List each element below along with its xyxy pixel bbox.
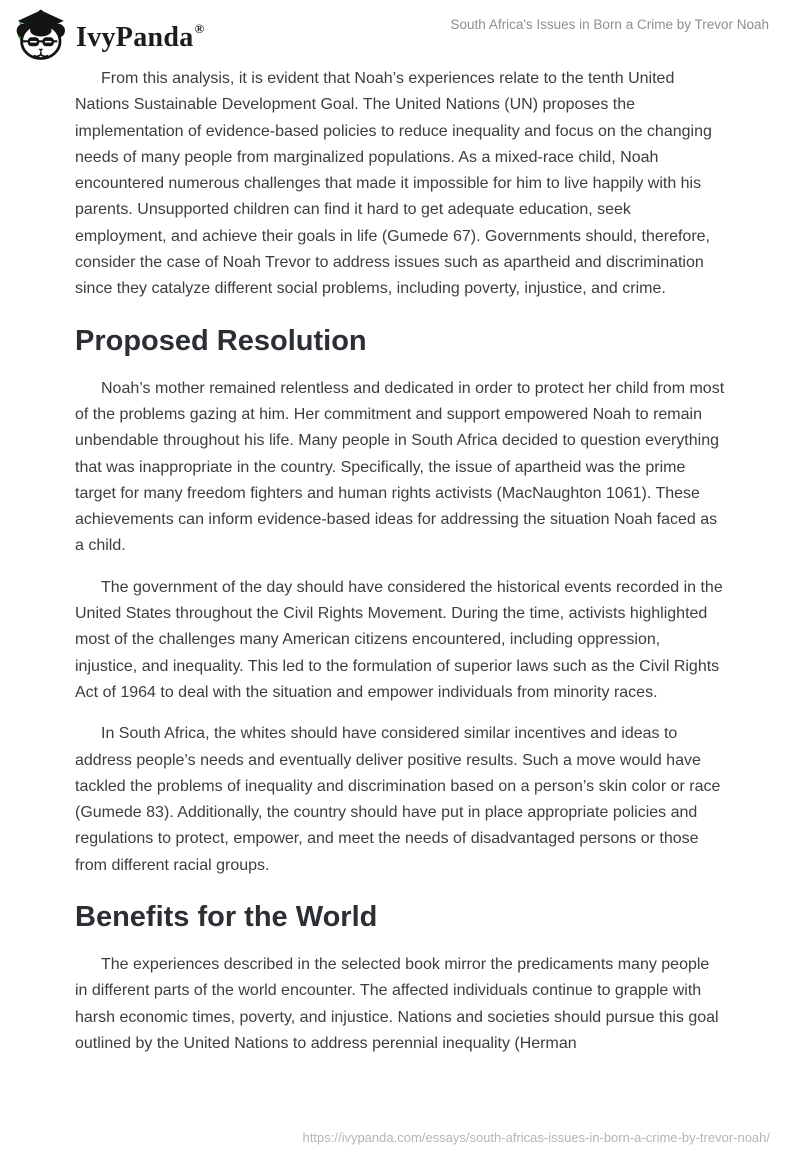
document-title: South Africa's Issues in Born a Crime by Trevor Noah: [450, 17, 769, 32]
paragraph: The government of the day should have considered the historical events recorded in the United States throughout the Civil Rights Movement. During the time, activists highlighted most of the challenges many American citizens encountered, including oppression, injustice, and inequality. This led to the formulation of superior laws such as the Civil Rights Act of 1964 to deal with the situation and empower individuals from minority races.: [75, 578, 723, 701]
ivypanda-panda-graduation-logo-icon: [13, 6, 67, 62]
paragraph: Noah’s mother remained relentless and dedicated in order to protect her child from most of the problems gazing at him. Her commitment and support empowered Noah to remain unbendable throughout his life. Many people in South Africa decided to question everything that was inappropriate in the country. Specifically, the issue of apartheid was the prime target for many freedom fighters and human rights activists (MacNaughton 1061). These achievements can inform evidence-based ideas for addressing the situation Noah faced as a child.: [75, 379, 725, 555]
essay-content: [75, 66, 725, 1057]
paragraph: The experiences described in the selected book mirror the predicaments many people in different parts of the world encounter. The affected individuals continue to grapple with harsh economic times, poverty, and injustice. Nations and societies should pursue this goal outlined by the United Nations to address perennial inequality (Herman: [75, 956, 719, 1052]
registered-trademark: ®: [194, 21, 205, 36]
section-heading: Proposed Resolution: [75, 324, 367, 357]
paragraph: From this analysis, it is evident that Noah’s experiences relate to the tenth United Nations Sustainable Development Goal. The United Nations (UN) proposes the implementation of evidence-based policies to reduce inequality and focus on the changing needs of many people from marginalized populations. As a mixed-race child, Noah encountered numerous challenges that made it impossible for him to live happily with his parents. Unsupported children can find it hard to get adequate education, seek employment, and achieve their goals in life (Gumede 67). Governments should, therefore, consider the case of Noah Trevor to address issues such as apartheid and discrimination since they catalyze different social problems, including poverty, injustice, and crime.: [75, 70, 712, 298]
source-url-link[interactable]: https://ivypanda.com/essays/south-africas-issues-in-born-a-crime-by-trevor-noah/: [302, 1130, 770, 1145]
paragraph: In South Africa, the whites should have considered similar incentives and ideas to address people’s needs and eventually deliver positive results. Such a move would have tackled the problems of inequality and discrimination based on a person’s skin color or race (Gumede 83). Additionally, the country should have put in place appropriate policies and regulations to protect, empower, and meet the needs of disadvantaged persons or those from different racial groups.: [75, 725, 721, 874]
brand-wordmark: IvyPanda: [76, 22, 194, 53]
section-heading: Benefits for the World: [75, 901, 378, 934]
page-footer: [303, 1129, 770, 1147]
brand-name: [76, 16, 205, 52]
brand: [13, 6, 205, 62]
page-header: [0, 0, 800, 64]
